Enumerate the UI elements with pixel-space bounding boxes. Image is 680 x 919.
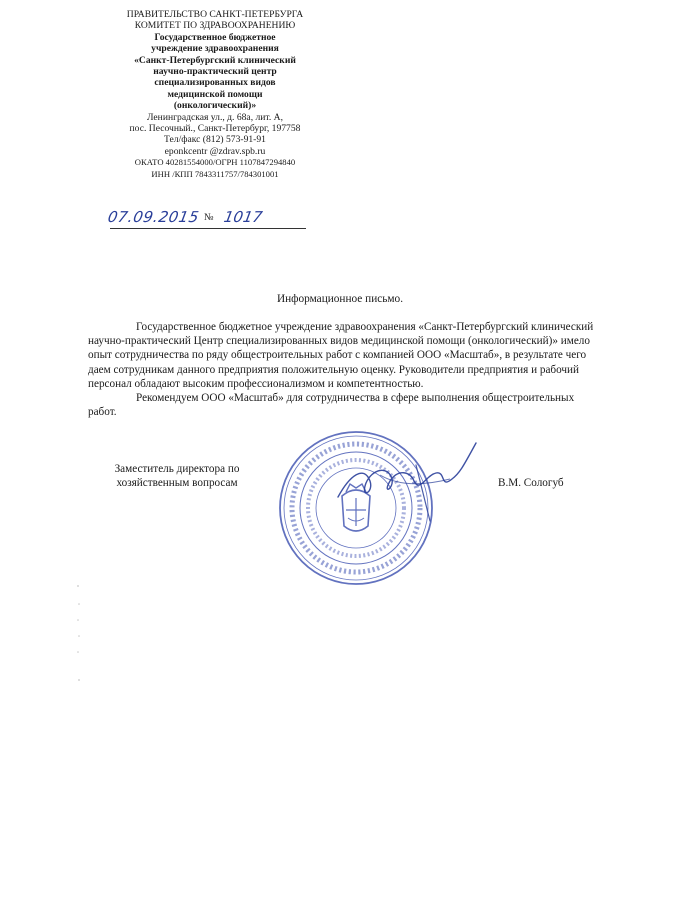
number-sign: № xyxy=(204,212,214,223)
registration-date: 07.09.2015 xyxy=(106,208,201,226)
signer-name: В.М. Сологуб xyxy=(498,477,564,489)
letterhead-org-line: научно-практический центр xyxy=(153,66,277,78)
registration-underline xyxy=(110,228,306,229)
body-paragraph: Государственное бюджетное учреждение здравоохранения «Санкт-Петербургский клинический научно-практический Центр специализированных видов медицинской помощи (онкологический)» имело опыт сотрудничества по ряду общестроительных работ с компанией ООО «Масштаб», в результате чего даем сотрудникам данного предприятия положительную оценку. Руководители предприятия и рабочий персонал обладают высоким профессионализмом и компетентностью. xyxy=(88,321,594,390)
handwritten-signature xyxy=(330,435,480,525)
letterhead-org-line: «Санкт-Петербургский клинический xyxy=(134,54,296,66)
letterhead-email: eponkcentr @zdrav.spb.ru xyxy=(164,145,266,157)
letterhead-inn: ИНН /КПП 7843311757/784301001 xyxy=(151,168,279,179)
letterhead-committee: КОМИТЕТ ПО ЗДРАВООХРАНЕНИЮ xyxy=(134,20,296,32)
signer-position-line: хозяйственным вопросам xyxy=(116,476,238,489)
letterhead-address: Ленинградская ул., д. 68а, лит. А, xyxy=(146,111,284,123)
document-title: Информационное письмо. xyxy=(276,293,404,305)
letterhead-phone: Тел/факс (812) 573-91-91 xyxy=(164,134,266,146)
registration-number: 1017 xyxy=(222,208,264,226)
letterhead-org-line: (онкологический)» xyxy=(173,100,257,112)
letterhead-address: пос. Песочный., Санкт-Петербург, 197758 xyxy=(129,123,301,135)
letterhead-org-line: Государственное бюджетное xyxy=(154,31,276,43)
letterhead xyxy=(80,9,350,180)
signer-position-line: Заместитель директора по xyxy=(114,463,240,475)
signer-position xyxy=(92,463,262,490)
letterhead-org-line: медицинской помощи xyxy=(167,88,263,100)
letterhead-org-line: учреждение здравоохранения xyxy=(151,43,279,55)
letterhead-org-line: специализированных видов xyxy=(154,77,276,89)
scan-specks xyxy=(74,580,84,690)
body-paragraph: Рекомендуем ООО «Масштаб» для сотрудничества в сфере выполнения общестроительных работ. xyxy=(88,392,575,419)
registration-field xyxy=(108,206,308,232)
letterhead-okato: ОКАТО 40281554000/ОГРН 1107847294840 xyxy=(134,157,296,168)
letter-body xyxy=(88,320,604,419)
letterhead-government: ПРАВИТЕЛЬСТВО САНКТ-ПЕТЕРБУРГА xyxy=(126,9,304,20)
